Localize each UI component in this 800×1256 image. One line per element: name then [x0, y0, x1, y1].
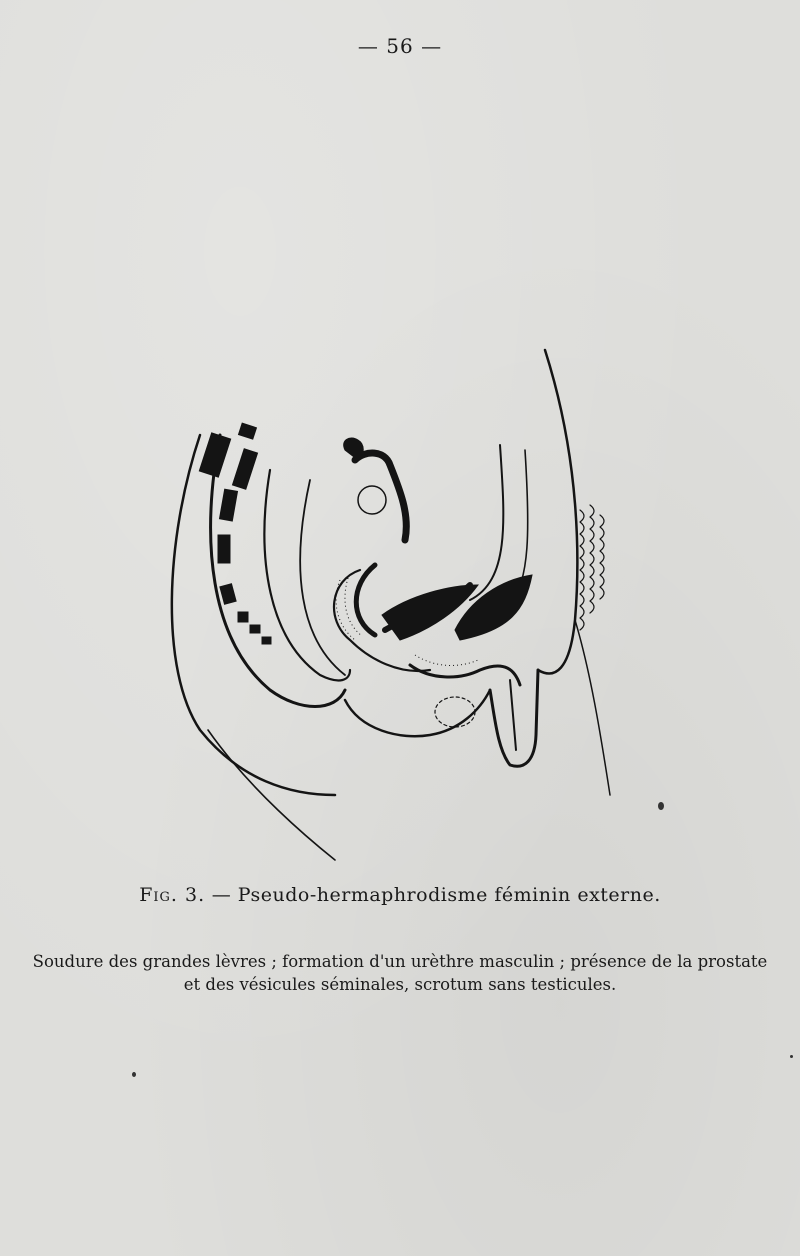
figure-title: — Pseudo-hermaphrodisme féminin externe.	[211, 884, 661, 906]
scrotum-sac	[435, 697, 475, 727]
vertebra	[199, 433, 230, 477]
bladder-wall	[470, 445, 503, 600]
page-number: — 56 —	[357, 34, 443, 58]
rectum-line	[300, 480, 345, 675]
anatomical-illustration	[160, 340, 630, 870]
figure-label: Fig. 3.	[139, 884, 206, 906]
fimbria	[344, 438, 364, 460]
pubic-hair-3	[600, 515, 604, 599]
perineum-outline	[345, 690, 490, 736]
prostate-outline	[410, 665, 520, 685]
figure-description	[30, 950, 770, 996]
vertebra	[238, 612, 248, 622]
vertebra	[250, 625, 260, 633]
pubic-hair-2	[590, 505, 594, 613]
vertebra	[238, 423, 256, 439]
skin-line	[575, 620, 610, 795]
back-outline	[172, 435, 335, 795]
vertebra	[220, 584, 236, 604]
figure-caption	[0, 884, 800, 906]
ovary	[358, 486, 386, 514]
ink-speck	[790, 1055, 793, 1058]
vertebra	[219, 489, 237, 521]
description-line-2: et des vésicules séminales, scrotum sans testicules.	[183, 975, 617, 994]
ink-speck	[658, 802, 664, 810]
vertebra	[218, 535, 230, 563]
pubic-hair	[580, 510, 584, 630]
vertebra	[232, 449, 257, 489]
rectum-inner	[264, 470, 350, 680]
prostate-stipple	[415, 655, 478, 665]
sagittal-section-drawing	[160, 340, 630, 870]
abdominal-wall	[538, 350, 577, 673]
rectum-outer	[211, 435, 345, 707]
tube	[355, 453, 406, 540]
urethra-line	[510, 680, 516, 750]
ink-speck	[132, 1072, 136, 1077]
uterus-inner	[356, 565, 375, 635]
description-line-1: Soudure des grandes lèvres ; formation d'un urèthre masculin ; présence de la prostate	[32, 952, 768, 971]
vertebra	[262, 637, 271, 644]
